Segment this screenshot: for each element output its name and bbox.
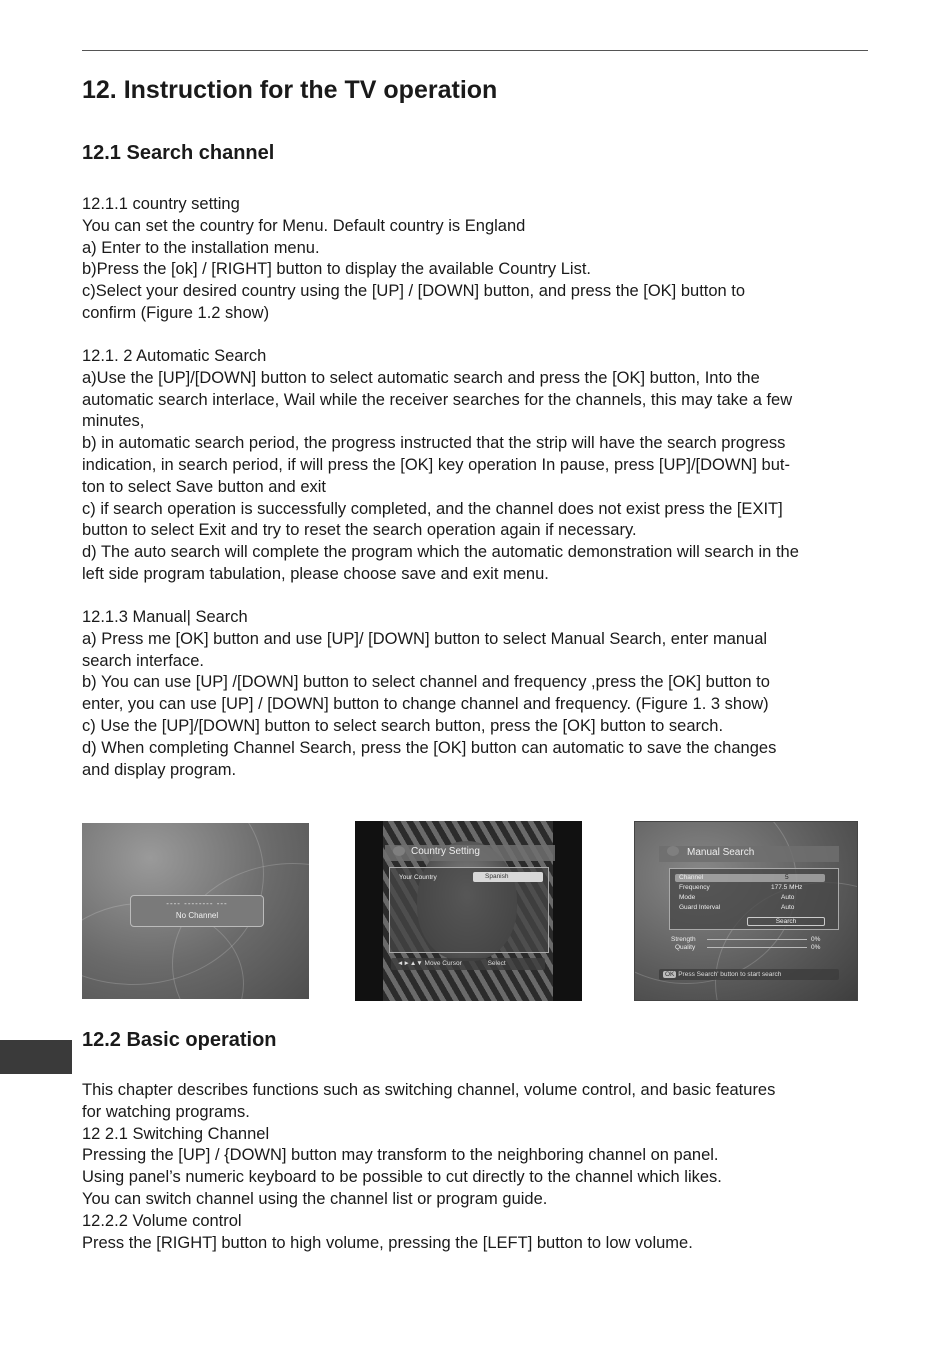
hint-move-cursor: Move Cursor xyxy=(424,960,462,967)
arrow-keys-icon: ◄►▲▼ xyxy=(397,960,423,967)
hint-select: Select xyxy=(487,960,506,967)
hint-bar xyxy=(659,969,839,980)
text-line: minutes, xyxy=(82,412,145,431)
text-line: for watching programs. xyxy=(82,1102,250,1121)
text-line: automatic search interlace, Wail while the receiver searches for the channels, this may take a few xyxy=(82,390,793,409)
text-line: a) Press me [OK] button and use [UP]/ [DOWN] button to select Manual Search, enter manual xyxy=(82,629,768,648)
menu-title: Country Setting xyxy=(411,846,480,857)
text-line: You can switch channel using the channel list or program guide. xyxy=(82,1189,548,1208)
text-line: Using panel’s numeric keyboard to be possible to cut directly to the channel which likes. xyxy=(82,1168,722,1187)
screenshot-manual-search xyxy=(634,821,858,1001)
text-line: ton to select Save button and exit xyxy=(82,477,326,496)
frequency-label: Frequency xyxy=(679,884,710,891)
text-line: and display program. xyxy=(82,760,237,779)
text-line: You can set the country for Menu. Default country is England xyxy=(82,216,526,235)
text-line: Press the [RIGHT] button to high volume, pressing the [LEFT] button to low volume. xyxy=(82,1233,693,1252)
no-channel-dialog xyxy=(130,895,264,927)
text-line: b) in automatic search period, the progress instructed that the strip will have the search progress xyxy=(82,434,786,453)
channel-label: Channel xyxy=(679,874,704,881)
strength-value: 0% xyxy=(811,936,821,943)
text-line: Pressing the [UP] / {DOWN] button may transform to the neighboring channel on panel. xyxy=(82,1146,719,1165)
text-line: d) The auto search will complete the program which the automatic demonstration will search in the xyxy=(82,543,799,562)
text-line: d) When completing Channel Search, press the [OK] button can automatic to save the changes xyxy=(82,738,777,757)
text-line: a) Enter to the installation menu. xyxy=(82,238,320,257)
text-line: b)Press the [ok] / [RIGHT] button to display the available Country List. xyxy=(82,260,591,279)
country-setting-text xyxy=(82,194,882,325)
quality-value: 0% xyxy=(811,944,821,951)
ok-key-icon: OK xyxy=(665,971,675,978)
quality-bar xyxy=(707,947,807,948)
text-line: This chapter describes functions such as switching channel, volume control, and basic features xyxy=(82,1081,776,1099)
section-title-basic-operation: 12.2 Basic operation xyxy=(82,1029,277,1051)
hint-bar xyxy=(391,958,545,970)
chapter-title: 12. Instruction for the TV operation xyxy=(82,76,498,104)
text-line: enter, you can use [UP] / [DOWN] button to change channel and frequency. (Figure 1. 3 show) xyxy=(82,695,769,714)
mode-label: Mode xyxy=(679,894,696,901)
guard-interval-label: Guard Interval xyxy=(679,904,721,911)
text-line: b) You can use [UP] /[DOWN] button to select channel and frequency ,press the [OK] button to xyxy=(82,673,770,692)
text-line: 12.1.1 country setting xyxy=(82,195,240,213)
no-channel-dots: ---- -------- --- xyxy=(166,899,228,908)
text-line: indication, in search period, if will press the [OK] key operation In pause, press [UP]/[DOWN] but- xyxy=(82,455,790,474)
section-title-search-channel: 12.1 Search channel xyxy=(82,142,275,164)
quality-label: Quality xyxy=(675,944,696,951)
search-button: Search xyxy=(747,917,825,926)
screenshot-no-channel xyxy=(82,823,309,999)
text-line: 12 2.1 Switching Channel xyxy=(82,1124,270,1143)
text-line: c)Select your desired country using the [UP] / [DOWN] button, and press the [OK] button to xyxy=(82,282,746,301)
menu-row-label: Your Country xyxy=(399,874,437,881)
header-rule xyxy=(82,50,868,51)
text-line: c) Use the [UP]/[DOWN] button to select search button, press the [OK] button to search. xyxy=(82,716,724,735)
strength-bar xyxy=(707,939,807,940)
manual-search-text xyxy=(82,607,882,781)
menu-title: Manual Search xyxy=(687,847,755,858)
text-line: 12.2.2 Volume control xyxy=(82,1211,242,1230)
automatic-search-text xyxy=(82,346,882,586)
strength-label: Strength xyxy=(671,936,696,943)
screenshot-country-setting xyxy=(355,821,582,1001)
text-line: 12.1. 2 Automatic Search xyxy=(82,347,267,365)
chapter-side-tab xyxy=(0,1040,72,1074)
text-line: confirm (Figure 1.2 show) xyxy=(82,303,270,322)
text-line: left side program tabulation, please choose save and exit menu. xyxy=(82,564,549,583)
country-select: Spanish xyxy=(473,872,543,882)
hint-text: Press Search' button to start search xyxy=(678,971,782,978)
text-line: c) if search operation is successfully completed, and the channel does not exist press the [EXIT] xyxy=(82,499,783,518)
channel-value: 5 xyxy=(785,874,789,881)
text-line: button to select Exit and try to reset the search operation again if necessary. xyxy=(82,521,637,540)
text-line: 12.1.3 Manual| Search xyxy=(82,608,248,626)
frequency-value: 177.5 MHz xyxy=(771,884,803,891)
no-channel-message: No Channel xyxy=(175,911,219,920)
text-line: a)Use the [UP]/[DOWN] button to select automatic search and press the [OK] button, Into the xyxy=(82,368,760,387)
basic-operation-text xyxy=(82,1080,882,1254)
text-line: search interface. xyxy=(82,651,204,670)
mode-value: Auto xyxy=(781,894,795,901)
guard-interval-value: Auto xyxy=(781,904,795,911)
